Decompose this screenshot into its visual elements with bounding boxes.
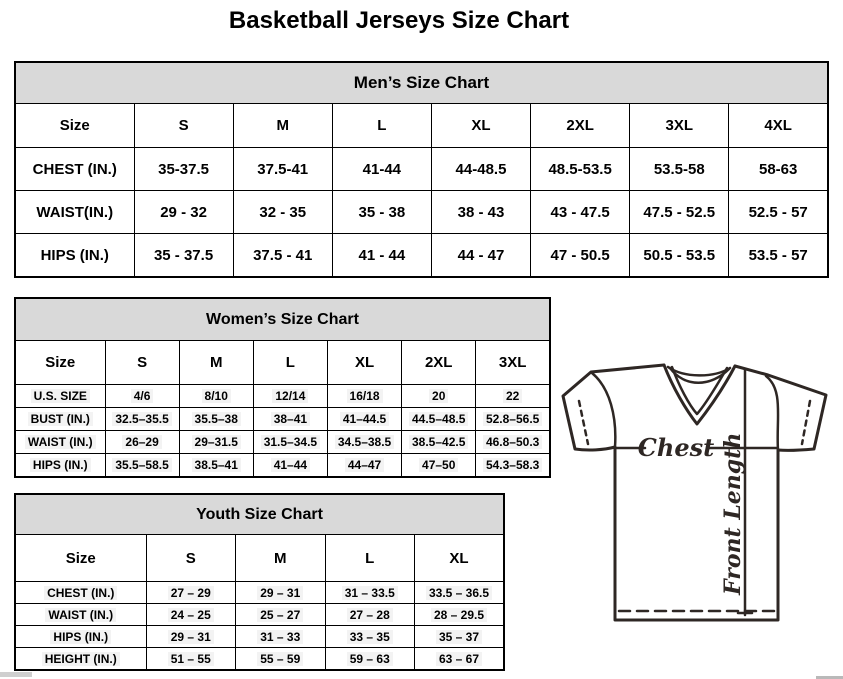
cell-value (402, 454, 476, 478)
cell-value (105, 431, 179, 454)
cell-value: 29 - 32 (134, 191, 233, 234)
cell-text: 28 – 29.5 (431, 608, 487, 622)
row-label: CHEST (IN.) (15, 148, 134, 191)
row-label (15, 385, 105, 408)
column-header: XL (327, 341, 401, 385)
cell-value: 32 - 35 (233, 191, 332, 234)
table-row (15, 191, 828, 234)
cell-text: 46.8–50.3 (483, 435, 542, 449)
cell-value: 43 - 47.5 (531, 191, 630, 234)
cell-value (402, 385, 476, 408)
column-header: L (325, 535, 415, 582)
front-length-label: Front Length (720, 432, 746, 595)
column-header: XL (431, 104, 530, 148)
cell-value (253, 454, 327, 478)
cell-value: 50.5 - 53.5 (630, 234, 729, 278)
column-header: 3XL (630, 104, 729, 148)
cell-value: 52.5 - 57 (729, 191, 828, 234)
youth-size-chart-table (14, 493, 505, 671)
cell-value (236, 604, 326, 626)
column-header: M (179, 341, 253, 385)
womens-size-chart-table (14, 297, 551, 478)
cell-text: 35 – 37 (436, 630, 482, 644)
cell-value (236, 626, 326, 648)
row-label (15, 454, 105, 478)
cell-text: 33 – 35 (347, 630, 393, 644)
cell-text: 31 – 33.5 (342, 586, 398, 600)
column-header: M (233, 104, 332, 148)
cell-text: 32.5–35.5 (112, 412, 171, 426)
column-header: 4XL (729, 104, 828, 148)
cell-value: 44 - 47 (431, 234, 530, 278)
cell-value: 48.5-53.5 (531, 148, 630, 191)
cell-value (325, 626, 415, 648)
scrollbar-fragment-left[interactable] (0, 672, 32, 677)
column-header: Size (15, 535, 146, 582)
cell-value (146, 648, 236, 671)
cell-value: 35 - 37.5 (134, 234, 233, 278)
cell-text: 8/10 (202, 389, 231, 403)
cell-text: 52.8–56.5 (483, 412, 542, 426)
column-header: S (105, 341, 179, 385)
cell-text: 25 – 27 (257, 608, 303, 622)
jersey-svg (558, 362, 843, 627)
cell-text: 38.5–42.5 (409, 435, 468, 449)
cell-text: 31 – 33 (257, 630, 303, 644)
cell-value (476, 385, 550, 408)
cell-value (327, 454, 401, 478)
jersey-armhole-seam-left (592, 373, 615, 447)
column-header: Size (15, 341, 105, 385)
sleeve-stitch-left (579, 401, 588, 444)
cell-value (179, 385, 253, 408)
cell-value (402, 431, 476, 454)
cell-value (476, 431, 550, 454)
page-title: Basketball Jerseys Size Chart (228, 7, 570, 34)
cell-value: 38 - 43 (431, 191, 530, 234)
cell-text: 35.5–58.5 (112, 458, 171, 472)
cell-value (236, 582, 326, 604)
mens-size-chart-table (14, 61, 829, 278)
cell-value (146, 582, 236, 604)
cell-value (415, 626, 505, 648)
cell-text: 31.5–34.5 (261, 435, 320, 449)
column-header: L (253, 341, 327, 385)
chest-label: Chest (637, 433, 715, 462)
cell-text: 44.5–48.5 (409, 412, 468, 426)
cell-text: 20 (429, 389, 448, 403)
cell-text: 47–50 (419, 458, 458, 472)
cell-text: 29 – 31 (168, 630, 214, 644)
cell-value (327, 385, 401, 408)
cell-value (325, 582, 415, 604)
cell-value (179, 408, 253, 431)
cell-value: 53.5-58 (630, 148, 729, 191)
cell-value (253, 431, 327, 454)
table-row (15, 408, 550, 431)
cell-text: 27 – 29 (168, 586, 214, 600)
row-label (15, 431, 105, 454)
cell-text: 29–31.5 (192, 435, 241, 449)
cell-value: 37.5 - 41 (233, 234, 332, 278)
cell-text: 33.5 – 36.5 (426, 586, 492, 600)
cell-value (253, 408, 327, 431)
cell-text: 24 – 25 (168, 608, 214, 622)
cell-text: 59 – 63 (347, 652, 393, 666)
column-header: 2XL (531, 104, 630, 148)
cell-value: 37.5-41 (233, 148, 332, 191)
cell-value: 35 - 38 (332, 191, 431, 234)
cell-value: 41-44 (332, 148, 431, 191)
table-row (15, 234, 828, 278)
sleeve-stitch-right (802, 401, 810, 444)
cell-text: HIPS (IN.) (30, 458, 91, 472)
cell-value: 47.5 - 52.5 (630, 191, 729, 234)
womens-table-title: Women’s Size Chart (15, 298, 550, 341)
cell-text: 22 (503, 389, 522, 403)
column-header: 3XL (476, 341, 550, 385)
cell-value (402, 408, 476, 431)
cell-value (253, 385, 327, 408)
cell-value (146, 626, 236, 648)
cell-text: WAIST (IN.) (45, 608, 116, 622)
column-header: M (236, 535, 326, 582)
table-row (15, 431, 550, 454)
cell-value (105, 454, 179, 478)
cell-text: 41–44 (271, 458, 310, 472)
cell-text: 54.3–58.3 (483, 458, 542, 472)
cell-value (415, 648, 505, 671)
cell-value: 53.5 - 57 (729, 234, 828, 278)
table-row (15, 385, 550, 408)
cell-text: 44–47 (345, 458, 384, 472)
table-row (15, 148, 828, 191)
cell-text: 4/6 (131, 389, 154, 403)
cell-value (327, 408, 401, 431)
cell-text: 27 – 28 (347, 608, 393, 622)
cell-text: 16/18 (347, 389, 383, 403)
jersey-armhole-seam-right (766, 376, 778, 450)
cell-value (179, 454, 253, 478)
column-header: S (134, 104, 233, 148)
cell-text: 55 – 59 (257, 652, 303, 666)
cell-value: 41 - 44 (332, 234, 431, 278)
cell-text: 38.5–41 (192, 458, 241, 472)
cell-text: 12/14 (272, 389, 308, 403)
cell-value (146, 604, 236, 626)
cell-text: 63 – 67 (436, 652, 482, 666)
column-header: XL (415, 535, 505, 582)
cell-value (105, 385, 179, 408)
cell-value: 47 - 50.5 (531, 234, 630, 278)
column-header: S (146, 535, 236, 582)
row-label (15, 604, 146, 626)
youth-table-title: Youth Size Chart (15, 494, 504, 535)
cell-value (325, 648, 415, 671)
cell-text: WAIST (IN.) (25, 435, 96, 449)
table-row (15, 454, 550, 478)
cell-value (105, 408, 179, 431)
mens-table-title: Men’s Size Chart (15, 62, 828, 104)
cell-text: 29 – 31 (257, 586, 303, 600)
cell-text: 34.5–38.5 (335, 435, 394, 449)
cell-text: 35.5–38 (192, 412, 241, 426)
jersey-outline (563, 365, 826, 620)
cell-value: 35-37.5 (134, 148, 233, 191)
table-row (15, 604, 504, 626)
cell-value (415, 604, 505, 626)
row-label (15, 408, 105, 431)
row-label (15, 626, 146, 648)
cell-text: 38–41 (271, 412, 310, 426)
cell-value: 44-48.5 (431, 148, 530, 191)
cell-text: CHEST (IN.) (44, 586, 117, 600)
cell-text: U.S. SIZE (31, 389, 90, 403)
row-label (15, 648, 146, 671)
cell-value (325, 604, 415, 626)
cell-text: HEIGHT (IN.) (42, 652, 120, 666)
cell-text: 41–44.5 (340, 412, 389, 426)
cell-text: HIPS (IN.) (50, 630, 111, 644)
cell-text: 26–29 (122, 435, 161, 449)
cell-value (236, 648, 326, 671)
cell-value (476, 454, 550, 478)
cell-text: BUST (IN.) (28, 412, 93, 426)
cell-value: 58-63 (729, 148, 828, 191)
column-header: 2XL (402, 341, 476, 385)
column-header: Size (15, 104, 134, 148)
cell-value (415, 582, 505, 604)
cell-value (327, 431, 401, 454)
cell-text: 51 – 55 (168, 652, 214, 666)
table-row (15, 626, 504, 648)
row-label: WAIST(IN.) (15, 191, 134, 234)
table-row (15, 648, 504, 671)
row-label: HIPS (IN.) (15, 234, 134, 278)
cell-value (476, 408, 550, 431)
table-row (15, 582, 504, 604)
column-header: L (332, 104, 431, 148)
jersey-diagram (558, 362, 843, 627)
row-label (15, 582, 146, 604)
cell-value (179, 431, 253, 454)
